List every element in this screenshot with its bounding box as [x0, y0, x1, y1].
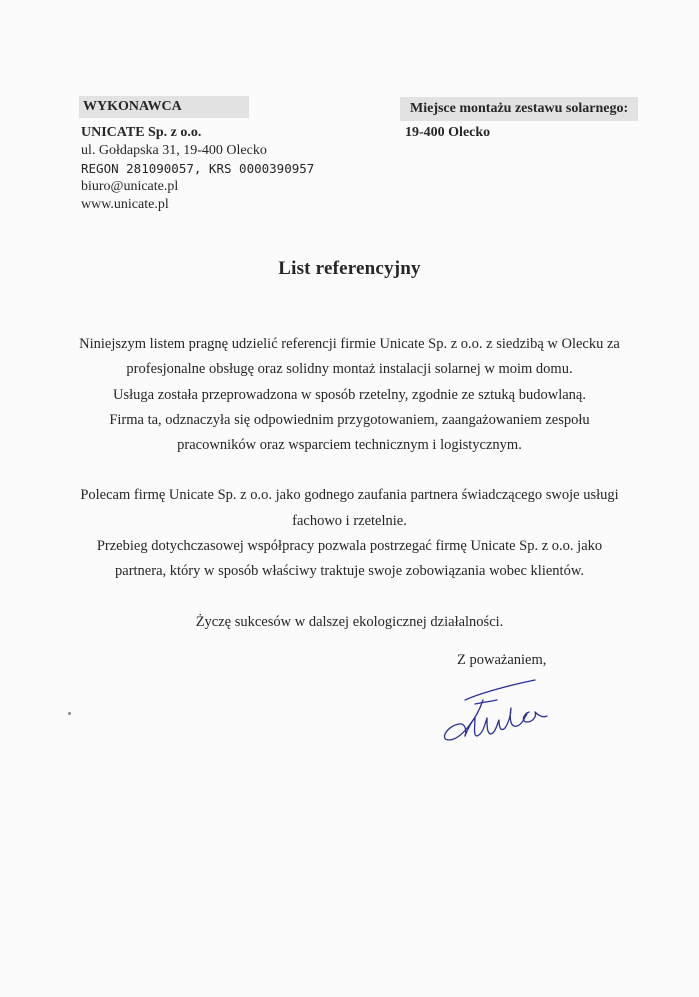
- installation-site-value: 19-400 Olecko: [405, 125, 491, 140]
- contractor-website: www.unicate.pl: [81, 197, 169, 212]
- paragraph-gap: [40, 458, 659, 483]
- paragraph-gap: [40, 585, 659, 610]
- contractor-details: [81, 124, 341, 214]
- letter-body: [40, 332, 659, 635]
- contractor-company-name: UNICATE Sp. z o.o.: [81, 125, 202, 140]
- installation-site-heading: Miejsce montażu zestawu solarnego:: [400, 97, 638, 121]
- body-line: partnera, który w sposób właściwy traktuje swoje zobowiązania wobec klientów.: [115, 563, 584, 580]
- contractor-email: biuro@unicate.pl: [81, 179, 179, 194]
- handwritten-signature: [425, 670, 575, 770]
- body-line: Usługa została przeprowadzona w sposób rzetelny, zgodnie ze sztuką budowlaną.: [113, 386, 586, 403]
- body-line: profesjonalne obsługę oraz solidny montaż instalacji solarnej w moim domu.: [126, 361, 573, 378]
- body-line: pracowników oraz wsparciem technicznym i logistycznym.: [177, 437, 522, 454]
- body-line: Życzę sukcesów w dalszej ekologicznej działalności.: [195, 613, 504, 630]
- body-line: Polecam firmę Unicate Sp. z o.o. jako godnego zaufania partnera świadczącego swoje usługi: [80, 487, 619, 504]
- body-line: Firma ta, odznaczyła się odpowiednim przygotowaniem, zaangażowaniem zespołu: [109, 411, 590, 428]
- closing-salutation: Z poważaniem,: [457, 652, 547, 668]
- contractor-registry: REGON 281090057, KRS 0000390957: [81, 161, 315, 176]
- body-line: Niniejszym listem pragnę udzielić referencji firmie Unicate Sp. z o.o. z siedzibą w Olecku za: [79, 336, 620, 352]
- paper-speck: [68, 712, 71, 715]
- contractor-address: ul. Gołdapska 31, 19-400 Olecko: [81, 143, 267, 158]
- body-line: Przebieg dotychczasowej współpracy pozwala postrzegać firmę Unicate Sp. z o.o. jako: [96, 538, 603, 555]
- contractor-heading: WYKONAWCA: [79, 96, 249, 118]
- body-line: fachowo i rzetelnie.: [292, 512, 407, 529]
- document-title: List referencyjny: [278, 258, 421, 279]
